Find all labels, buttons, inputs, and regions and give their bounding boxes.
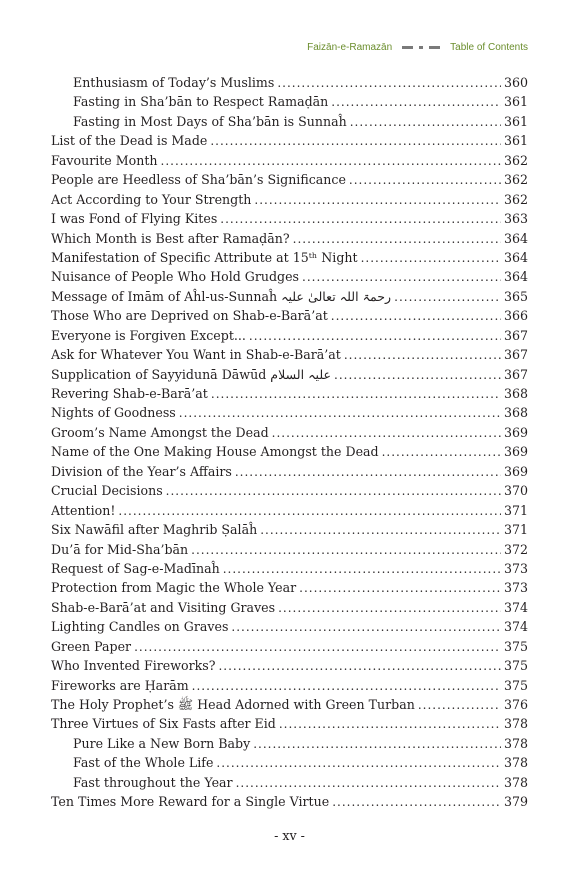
toc-entry-page: 364 xyxy=(503,249,528,265)
toc-entry[interactable] xyxy=(51,229,528,248)
toc-entry-page: 369 xyxy=(503,424,528,440)
toc-entry[interactable] xyxy=(51,773,528,792)
toc-entry-title: Attention! xyxy=(51,502,116,518)
toc-entry[interactable] xyxy=(51,248,528,267)
toc-entry-page: 375 xyxy=(503,658,528,674)
dot-leader xyxy=(134,638,501,656)
toc-entry[interactable] xyxy=(51,151,528,170)
dot-leader xyxy=(210,132,501,150)
toc-entry-title: Enthusiasm of Today’s Muslims xyxy=(73,75,275,90)
toc-entry-title: Lighting Candles on Graves xyxy=(51,619,229,635)
dot-leader xyxy=(253,735,501,753)
dot-leader xyxy=(293,230,501,248)
toc-entry-page: 365 xyxy=(503,288,528,304)
toc-entry[interactable] xyxy=(51,365,528,384)
dot-leader xyxy=(235,463,501,481)
toc-entry-page: 362 xyxy=(503,152,528,168)
toc-entry-title: Nuisance of People Who Hold Grudges xyxy=(51,269,300,285)
toc-entry[interactable] xyxy=(51,267,528,286)
toc-entry-page: 371 xyxy=(503,522,528,538)
dot-leader xyxy=(278,599,501,617)
toc-entry-title: Six Nawāfil after Maghrib Ṣalāĥ xyxy=(51,522,258,538)
running-header xyxy=(0,38,528,56)
toc-entry[interactable] xyxy=(51,170,528,189)
toc-entry[interactable] xyxy=(51,540,528,559)
toc-entry-page: 379 xyxy=(503,794,528,810)
dot-leader xyxy=(179,404,501,422)
toc-entry-title: Request of Sag-e-Madīnaĥ xyxy=(51,560,220,576)
toc-entry[interactable] xyxy=(51,598,528,617)
toc-entry[interactable] xyxy=(51,637,528,656)
toc-entry-title: Which Month is Best after Ramaḍān? xyxy=(51,230,290,246)
dot-leader xyxy=(334,366,501,384)
toc-entry[interactable] xyxy=(51,345,528,364)
toc-entry-page: 367 xyxy=(503,366,528,382)
toc-entry[interactable] xyxy=(51,695,528,714)
toc-entry[interactable] xyxy=(51,73,528,92)
toc-entry-title: Those Who are Deprived on Shab-e-Barā’at xyxy=(51,308,328,324)
dot-leader xyxy=(249,327,501,345)
dot-leader xyxy=(216,754,501,772)
dot-leader xyxy=(279,715,501,733)
toc-entry[interactable] xyxy=(51,384,528,403)
dot-leader xyxy=(272,424,501,442)
toc-entry-title: Fast of the Whole Life xyxy=(73,755,214,771)
toc-entry-title: Favourite Month xyxy=(51,152,158,168)
toc-entry-page: 363 xyxy=(503,211,528,227)
toc-entry-page: 378 xyxy=(503,774,528,790)
toc-entry[interactable] xyxy=(51,578,528,597)
dot-leader xyxy=(299,579,501,597)
dot-leader xyxy=(344,346,501,364)
toc-entry-title: Fasting in Most Days of Sha’bān is Sunnaĥ xyxy=(73,113,347,129)
toc-entry[interactable] xyxy=(51,92,528,111)
toc-entry[interactable] xyxy=(51,617,528,636)
dot-leader xyxy=(161,152,501,170)
toc-entry-page: 374 xyxy=(503,599,528,615)
toc-entry[interactable] xyxy=(51,287,528,306)
dot-leader xyxy=(350,113,501,131)
toc-entry-title: Green Paper xyxy=(51,638,132,654)
dot-leader xyxy=(254,191,501,209)
toc-entry-page: 369 xyxy=(503,444,528,460)
toc-entry-page: 373 xyxy=(503,580,528,596)
toc-entry-page: 364 xyxy=(503,269,528,285)
toc-entry-page: 367 xyxy=(503,327,528,343)
toc-entry[interactable] xyxy=(51,403,528,422)
toc-entry-title: Who Invented Fireworks? xyxy=(51,658,216,674)
toc-entry-page: 378 xyxy=(503,755,528,771)
toc-entry[interactable] xyxy=(51,656,528,675)
dot-leader xyxy=(166,482,501,500)
toc-entry[interactable] xyxy=(51,306,528,325)
toc-entry-title: I was Fond of Flying Kites xyxy=(51,211,218,227)
toc-entry[interactable] xyxy=(51,423,528,442)
toc-entry-page: 362 xyxy=(503,172,528,188)
toc-entry[interactable] xyxy=(51,462,528,481)
dot-leader xyxy=(192,677,501,695)
toc-entry-title: Groom’s Name Amongst the Dead xyxy=(51,424,269,440)
dot-leader xyxy=(220,210,501,228)
toc-entry[interactable] xyxy=(51,131,528,150)
toc-entry-title: People are Heedless of Sha’bān’s Significance xyxy=(51,172,346,188)
toc-entry-page: 368 xyxy=(503,405,528,421)
toc-entry-page: 374 xyxy=(503,619,528,635)
toc-entry-page: 371 xyxy=(503,502,528,518)
toc-entry-title: Everyone is Forgiven Except... xyxy=(51,327,246,343)
toc-entry-page: 375 xyxy=(503,638,528,654)
toc-entry-page: 375 xyxy=(503,677,528,693)
toc-entry-title: Division of the Year’s Affairs xyxy=(51,463,232,479)
toc-entry[interactable] xyxy=(51,481,528,500)
toc-entry-page: 373 xyxy=(503,560,528,576)
toc-entry[interactable] xyxy=(51,734,528,753)
toc-entry-title: Shab-e-Barā’at and Visiting Graves xyxy=(51,599,276,615)
toc-entry-page: 370 xyxy=(503,483,528,499)
section-title: Table of Contents xyxy=(450,41,528,53)
dot-leader xyxy=(361,249,501,267)
dot-leader xyxy=(223,560,501,578)
toc-entry-title: Fast throughout the Year xyxy=(73,774,233,790)
toc-entry-title: Fasting in Sha’bān to Respect Ramaḍān xyxy=(73,94,329,110)
toc-entry-title: Message of Imām of Aĥl-us-Sunnaĥ رحمۃ اللہ تعالیٰ علیہ xyxy=(51,288,392,304)
dot-leader xyxy=(236,774,501,792)
toc-entry-page: 368 xyxy=(503,386,528,401)
dot-leader xyxy=(211,385,501,403)
header-separator-icon xyxy=(402,46,440,49)
dot-leader xyxy=(191,541,501,559)
dot-leader xyxy=(231,618,501,636)
toc-entry-page: 361 xyxy=(503,133,528,149)
table-of-contents xyxy=(51,73,528,812)
dot-leader xyxy=(260,521,501,539)
toc-entry-title: Fireworks are Ḥarām xyxy=(51,677,189,693)
toc-entry-title: Protection from Magic the Whole Year xyxy=(51,580,297,596)
toc-entry[interactable] xyxy=(51,112,528,131)
dot-leader xyxy=(302,268,501,286)
toc-entry-page: 367 xyxy=(503,347,528,363)
toc-entry-page: 361 xyxy=(503,94,528,110)
toc-entry-page: 362 xyxy=(503,191,528,207)
toc-entry-title: List of the Dead is Made xyxy=(51,133,208,149)
toc-entry[interactable] xyxy=(51,326,528,345)
dot-leader xyxy=(118,502,501,520)
toc-entry-page: 372 xyxy=(503,541,528,557)
toc-entry-title: Manifestation of Specific Attribute at 15ᵗʰ Night xyxy=(51,249,358,265)
toc-entry[interactable] xyxy=(51,792,528,811)
page-number: - xv - xyxy=(274,828,305,843)
dot-leader xyxy=(331,93,501,111)
toc-entry-title: Act According to Your Strength xyxy=(51,191,252,207)
toc-entry-title: Name of the One Making House Amongst the Dead xyxy=(51,444,379,460)
toc-entry-title: Du’ā for Mid-Sha’bān xyxy=(51,541,189,557)
toc-entry-page: 366 xyxy=(503,308,528,324)
toc-entry-title: Three Virtues of Six Fasts after Eid xyxy=(51,716,276,732)
toc-entry[interactable] xyxy=(51,209,528,228)
dot-leader xyxy=(332,793,501,811)
toc-entry-page: 360 xyxy=(503,75,528,90)
dot-leader xyxy=(277,74,501,92)
toc-entry-page: 378 xyxy=(503,735,528,751)
toc-entry-title: Pure Like a New Born Baby xyxy=(73,735,251,751)
dot-leader xyxy=(394,288,501,306)
toc-entry-page: 361 xyxy=(503,113,528,129)
toc-entry-page: 378 xyxy=(503,716,528,732)
toc-entry[interactable] xyxy=(51,442,528,461)
dot-leader xyxy=(382,443,501,461)
toc-entry-title: Crucial Decisions xyxy=(51,483,163,499)
toc-entry[interactable] xyxy=(51,676,528,695)
toc-entry[interactable] xyxy=(51,714,528,733)
toc-entry-title: Revering Shab-e-Barā’at xyxy=(51,386,208,401)
toc-entry[interactable] xyxy=(51,559,528,578)
book-title: Faizān-e-Ramazān xyxy=(307,41,393,53)
toc-entry-title: Supplication of Sayyidunā Dāwūd علیہ السلام xyxy=(51,366,332,382)
dot-leader xyxy=(349,171,501,189)
toc-entry[interactable] xyxy=(51,753,528,772)
toc-entry-title: The Holy Prophet’s ﷺ Head Adorned with Green Turban xyxy=(51,697,415,712)
dot-leader xyxy=(218,657,501,675)
dot-leader xyxy=(418,696,501,714)
toc-entry-page: 376 xyxy=(503,697,528,712)
toc-entry-page: 364 xyxy=(503,230,528,246)
toc-entry-title: Ten Times More Reward for a Single Virtue xyxy=(51,794,330,810)
toc-entry[interactable] xyxy=(51,190,528,209)
toc-entry-title: Ask for Whatever You Want in Shab-e-Barā’at xyxy=(51,347,341,363)
toc-entry-title: Nights of Goodness xyxy=(51,405,176,421)
toc-entry-page: 369 xyxy=(503,463,528,479)
toc-entry[interactable] xyxy=(51,501,528,520)
dot-leader xyxy=(331,307,501,325)
toc-entry[interactable] xyxy=(51,520,528,539)
